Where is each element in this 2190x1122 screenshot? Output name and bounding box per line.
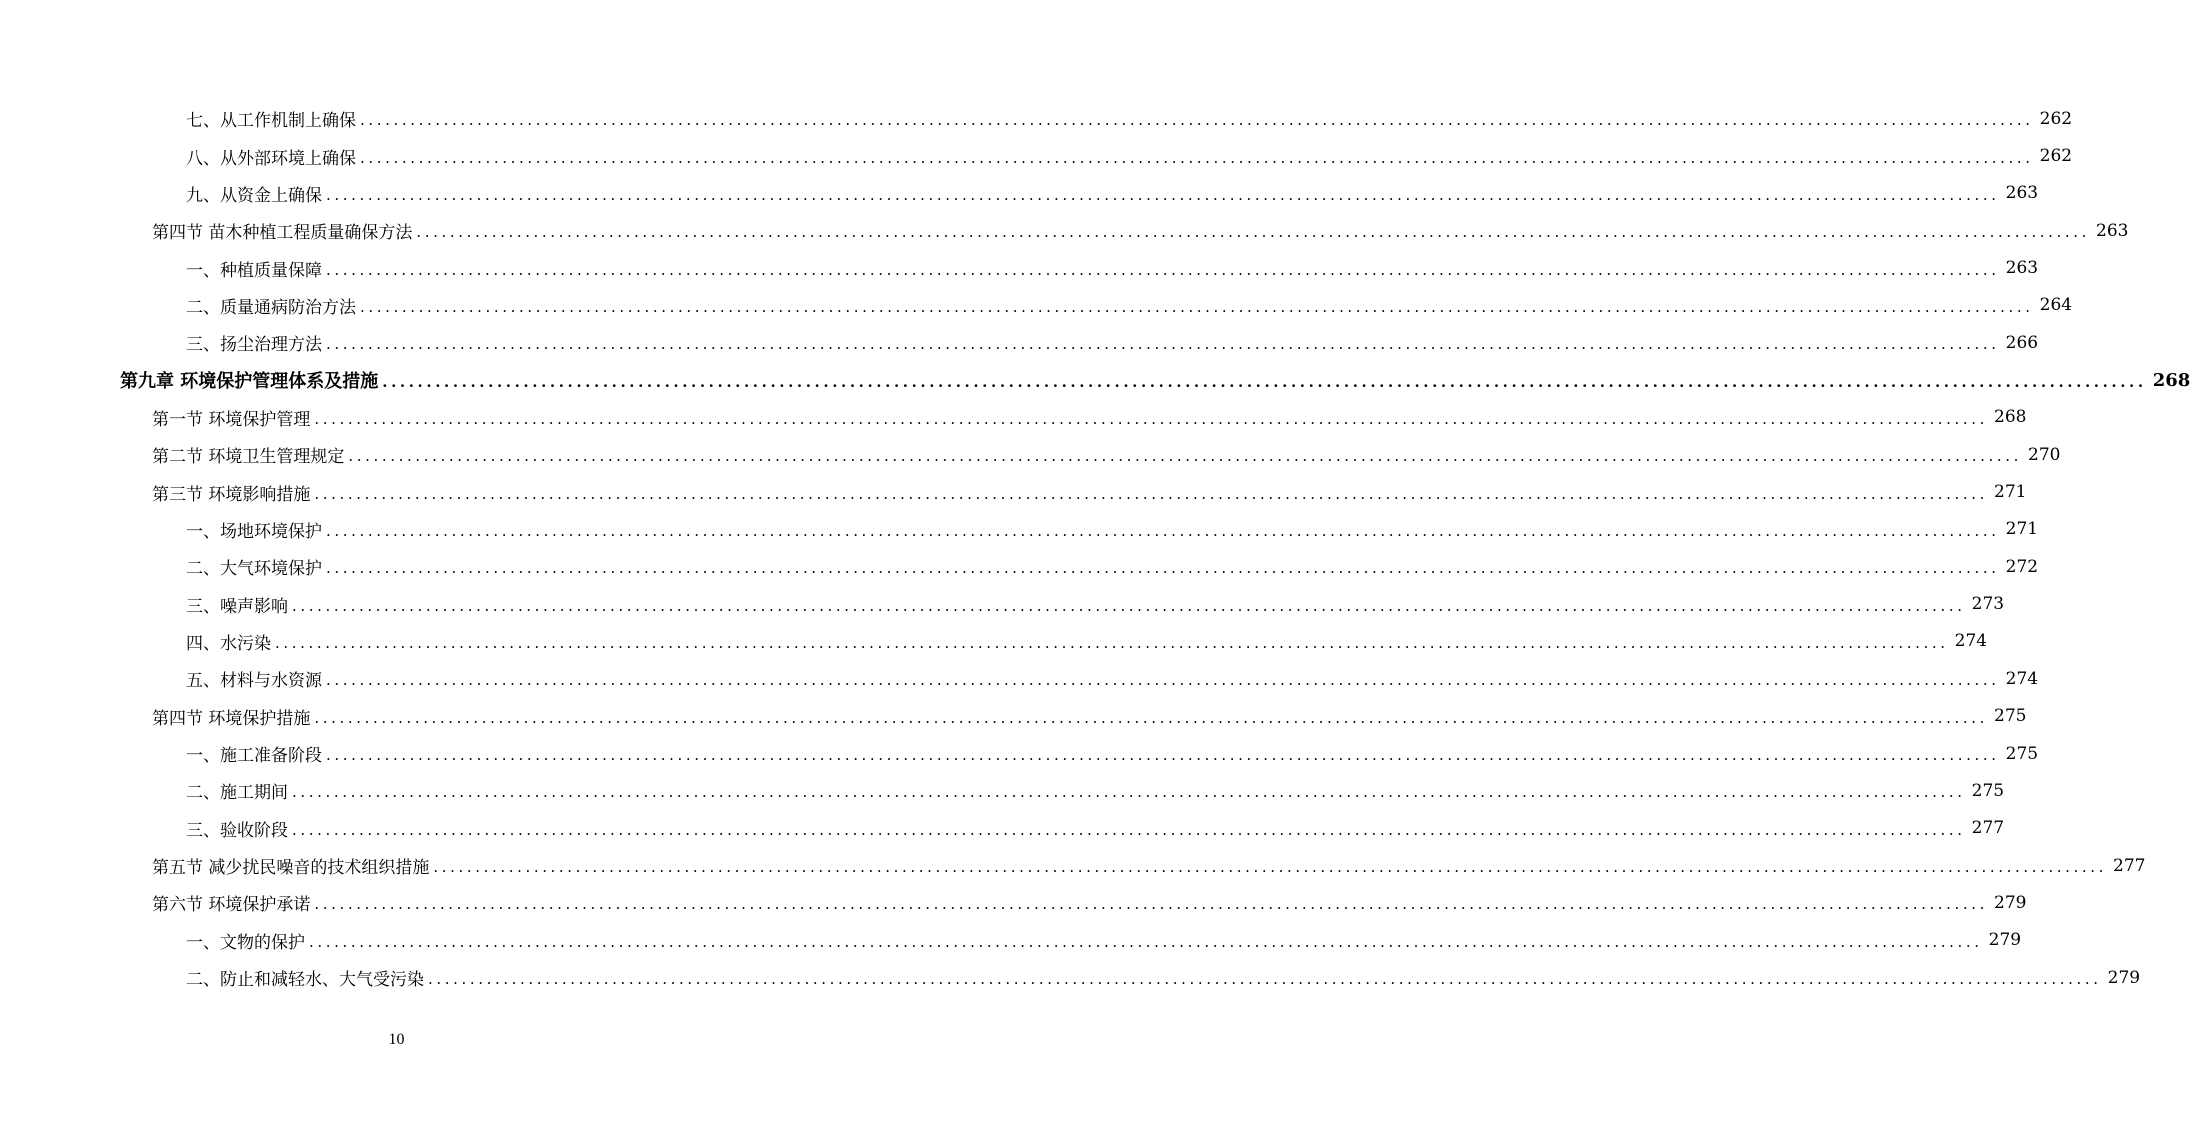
toc-section-entry[interactable] <box>0 436 2061 473</box>
toc-entry-label: 第六节 环境保护承诺 <box>152 890 314 915</box>
toc-leader-dots: ........................................................................................................................................................................................................ <box>314 708 1989 727</box>
toc-entry-label: 七、从工作机制上确保 <box>186 106 360 131</box>
toc-subsection-entry[interactable] <box>0 623 1988 660</box>
toc-entry-page: 268 <box>2147 370 2190 391</box>
page-number: 10 <box>388 1031 405 1048</box>
toc-entry-label: 四、水污染 <box>186 629 275 654</box>
toc-entry-label: 八、从外部环境上确保 <box>186 144 360 169</box>
toc-section-entry[interactable] <box>0 884 2027 921</box>
toc-entry-label: 二、大气环境保护 <box>186 554 326 579</box>
toc-entry-page: 270 <box>2022 445 2060 465</box>
toc-entry-label: 一、种植质量保障 <box>186 256 326 281</box>
toc-entry-label: 二、防止和减轻水、大气受污染 <box>186 965 428 990</box>
toc-subsection-entry[interactable] <box>0 100 2073 137</box>
toc-subsection-entry[interactable] <box>0 287 2073 324</box>
toc-entry-page: 263 <box>2090 221 2128 241</box>
toc-section-entry[interactable] <box>0 399 2027 436</box>
toc-entry-label: 五、材料与水资源 <box>186 666 326 691</box>
toc-section-entry[interactable] <box>0 212 2129 249</box>
toc-entry-label: 第二节 环境卫生管理规定 <box>152 442 348 467</box>
toc-entry-label: 第五节 减少扰民噪音的技术组织措施 <box>152 853 433 878</box>
toc-subsection-entry[interactable] <box>0 660 2039 697</box>
toc-leader-dots: ........................................................................................................................................................................................................ <box>382 372 2147 391</box>
toc-entry-page: 272 <box>2000 557 2038 577</box>
toc-entry-label: 第三节 环境影响措施 <box>152 480 314 505</box>
toc-leader-dots: ........................................................................................................................................................................................................ <box>360 111 2034 130</box>
toc-entry-label: 三、扬尘治理方法 <box>186 330 326 355</box>
toc-subsection-entry[interactable] <box>0 810 2005 847</box>
toc-subsection-entry[interactable] <box>0 548 2039 585</box>
toc-entry-label: 一、施工准备阶段 <box>186 741 326 766</box>
toc-leader-dots: ........................................................................................................................................................................................................ <box>292 596 1966 615</box>
toc-subsection-entry[interactable] <box>0 137 2073 174</box>
toc-entry-page: 275 <box>1988 706 2026 726</box>
toc-entry-page: 263 <box>2000 258 2038 278</box>
toc-section-entry[interactable] <box>0 698 2027 735</box>
toc-chapter-entry[interactable] <box>0 361 2190 398</box>
toc-leader-dots: ........................................................................................................................................................................................................ <box>309 932 1983 951</box>
toc-section-entry[interactable] <box>0 847 2146 884</box>
toc-leader-dots: ........................................................................................................................................................................................................ <box>314 895 1989 914</box>
toc-entry-page: 273 <box>1966 594 2004 614</box>
toc-leader-dots: ........................................................................................................................................................................................................ <box>292 783 1966 802</box>
toc-entry-label: 一、文物的保护 <box>186 928 309 953</box>
toc-leader-dots: ........................................................................................................................................................................................................ <box>326 185 2000 204</box>
toc-leader-dots: ........................................................................................................................................................................................................ <box>360 297 2034 316</box>
toc-entry-page: 275 <box>2000 744 2038 764</box>
toc-entry-label: 第一节 环境保护管理 <box>152 405 314 430</box>
toc-entry-page: 279 <box>1988 893 2026 913</box>
toc-entry-label: 三、噪声影响 <box>186 592 292 617</box>
toc-leader-dots: ........................................................................................................................................................................................................ <box>360 148 2034 167</box>
toc-entry-page: 264 <box>2034 295 2072 315</box>
toc-subsection-entry[interactable] <box>0 249 2039 286</box>
toc-leader-dots: ........................................................................................................................................................................................................ <box>314 484 1989 503</box>
toc-entry-page: 268 <box>1988 407 2026 427</box>
toc-entry-page: 271 <box>2000 519 2038 539</box>
toc-leader-dots: ........................................................................................................................................................................................................ <box>416 223 2091 242</box>
toc-entry-label: 九、从资金上确保 <box>186 181 326 206</box>
toc-subsection-entry[interactable] <box>0 585 2005 622</box>
toc-entry-page: 262 <box>2034 146 2072 166</box>
toc-entry-page: 279 <box>1983 930 2021 950</box>
toc-entry-page: 262 <box>2034 109 2072 129</box>
toc-subsection-entry[interactable] <box>0 324 2039 361</box>
toc-leader-dots: ........................................................................................................................................................................................................ <box>428 970 2102 989</box>
toc-entry-page: 263 <box>2000 183 2038 203</box>
toc-entry-label: 第四节 环境保护措施 <box>152 704 314 729</box>
toc-leader-dots: ........................................................................................................................................................................................................ <box>275 633 1949 652</box>
toc-entry-label: 三、验收阶段 <box>186 816 292 841</box>
toc-entry-page: 277 <box>2107 856 2145 876</box>
toc-entry-page: 274 <box>1949 631 1987 651</box>
toc-entry-label: 第九章 环境保护管理体系及措施 <box>120 367 382 393</box>
toc-entry-page: 277 <box>1966 818 2004 838</box>
toc-subsection-entry[interactable] <box>0 772 2005 809</box>
toc-entry-page: 279 <box>2102 968 2140 988</box>
toc-entry-label: 二、施工期间 <box>186 778 292 803</box>
toc-leader-dots: ........................................................................................................................................................................................................ <box>326 260 2000 279</box>
toc-leader-dots: ........................................................................................................................................................................................................ <box>292 820 1966 839</box>
toc-entry-label: 一、场地环境保护 <box>186 517 326 542</box>
table-of-contents <box>0 100 2190 996</box>
toc-subsection-entry[interactable] <box>0 959 2141 996</box>
toc-leader-dots: ........................................................................................................................................................................................................ <box>326 559 2000 578</box>
toc-leader-dots: ........................................................................................................................................................................................................ <box>326 671 2000 690</box>
toc-leader-dots: ........................................................................................................................................................................................................ <box>326 521 2000 540</box>
toc-section-entry[interactable] <box>0 473 2027 510</box>
toc-entry-page: 274 <box>2000 669 2038 689</box>
toc-entry-label: 第四节 苗木种植工程质量确保方法 <box>152 218 416 243</box>
toc-subsection-entry[interactable] <box>0 922 2022 959</box>
toc-leader-dots: ........................................................................................................................................................................................................ <box>348 447 2023 466</box>
toc-leader-dots: ........................................................................................................................................................................................................ <box>326 335 2000 354</box>
toc-entry-page: 271 <box>1988 482 2026 502</box>
toc-subsection-entry[interactable] <box>0 175 2039 212</box>
toc-leader-dots: ........................................................................................................................................................................................................ <box>314 409 1989 428</box>
toc-subsection-entry[interactable] <box>0 735 2039 772</box>
toc-subsection-entry[interactable] <box>0 511 2039 548</box>
toc-entry-label: 二、质量通病防治方法 <box>186 293 360 318</box>
toc-leader-dots: ........................................................................................................................................................................................................ <box>326 746 2000 765</box>
toc-leader-dots: ........................................................................................................................................................................................................ <box>433 858 2108 877</box>
toc-entry-page: 266 <box>2000 333 2038 353</box>
toc-entry-page: 275 <box>1966 781 2004 801</box>
